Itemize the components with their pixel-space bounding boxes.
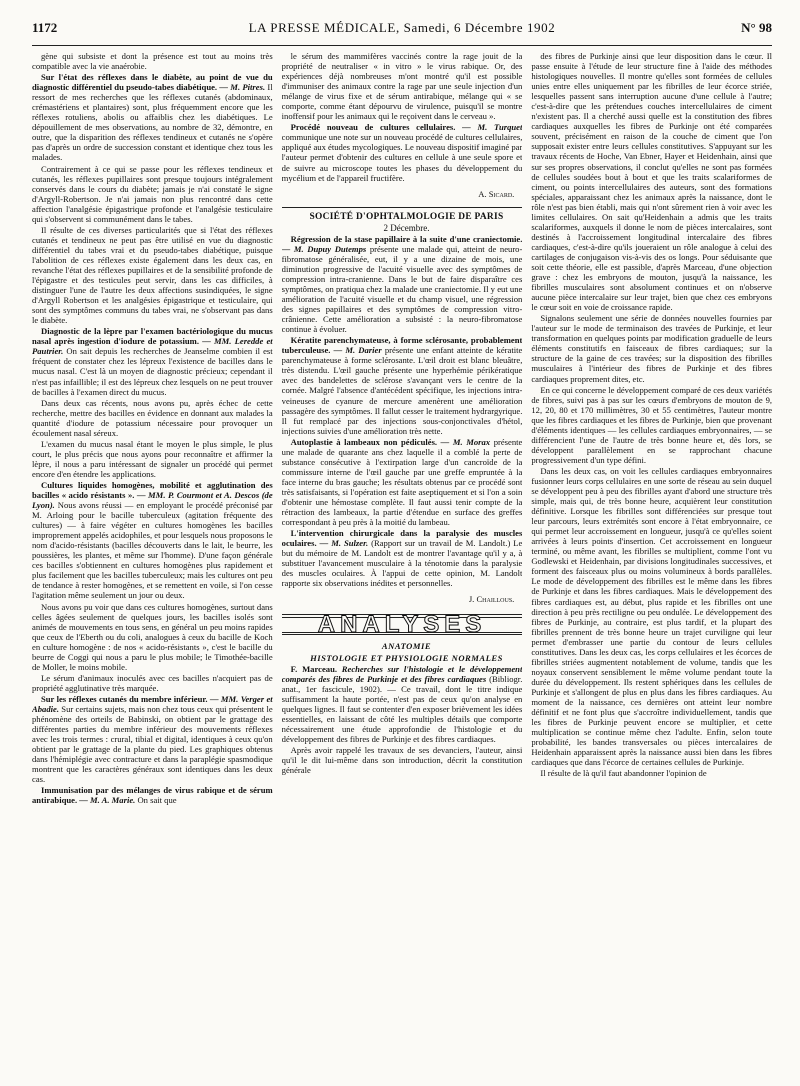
- paragraph: [282, 335, 523, 435]
- column-middle: [282, 51, 523, 1086]
- analyses-title: ANALYSES: [317, 611, 487, 639]
- paragraph: [32, 51, 273, 71]
- paragraph-text: On sait depuis les recherches de Jeanselme combien il est fréquent de constater chez les lépreux l'existence de bacilles dans le mucus nasal. C'est là un moyen de diagnostic précieux; cependant il n'est pas infaillible; il est des lépreux chez lesquels on ne peut trouver de bacilles à l'examen direct du mucus.: [32, 346, 273, 397]
- paragraph: [282, 745, 523, 775]
- paragraph-text: Il ressort de mes recherches que les réflexes cutanés (abdominaux, crémastériens et plantaires) sont, plus fréquemment encore que les réflexes rotuliens, abolis ou affaiblis chez les diabétiques. Le dépouillement de mes observations, au nombre de 32, démontre, en outre, que la disparition des réflexes tendineux et cutanés ne s'opère pas d'après un ordre de succession constant et identique chez tous les malades.: [32, 82, 273, 163]
- paragraph: [531, 466, 772, 767]
- paragraph-text: Signalons seulement une série de données nouvelles fournies par l'auteur sur le mode de terminaison des travées de Purkinje, et leur transformation en quelques points par modification graduelle de leurs éléments constitutifs en faisceaux de fibres cardiaques; sur la structure de la gaine de ces travées; sur la disposition des fibrilles musculaires à l'intérieur des fibres de Purkinje et des fibres cardiaques proprement dites, etc.: [531, 313, 773, 384]
- paragraph-text: Dans les deux cas, on voit les cellules cardiaques embryonnaires fusionner leurs corps cellulaires en une sorte de réseau au sein duquel se développent peu à peu des fibrilles ayant d'abord une structure très simple, mais qui, de très bonne heure, acquièrent leur constitution définitive. Lorsque les fibrilles sont différenciées sur presque tout leur parcours, leurs extrémités sont encore à l'état embryonnaire, ce qui permet leur accroissement en longueur, jusqu'à ce qu'elles soient arrivées à leurs points d'insertion. Cet accroissement en longueur terminé, ou même avant, les fibrilles se multiplient, comme l'ont vu Godlewski et Heidenhain, par divisions longitudinales successives, et forment des faisceaux plus ou moins volumineux à bords parallèles. Le mode de développement des fibrilles est le même dans les fibres de Purkinje et dans les fibres cardiaques. Mais le développement des fibres cardiaques est, au début, plus rapide et les fibrilles ont une direction à peu près rectiligne ou peu ondulée. Le développement des fibres de Purkinje, au contraire, est plus tardif, et la plupart des fibrilles prennent de très bonne heure un trajet curviligne qui leur permet d'embrasser une partie du contour de leurs cellules constitutives. Dans les deux cas, les corps cellulaires et les écorces de fibrilles striées augmentent notablement de volume, tandis que les noyaux conservent sensiblement le même volume pendant toute la durée du développement. Ils restent sphériques dans les cellules de Purkinje et s'allongent de plus en plus dans les fibres cardiaques. Au moment de la naissance, ces dernières ont atteint leur nombre définitif et ne font plus que s'accroître individuellement, tandis que les fibres de Purkinje peuvent encore se multiplier, et cette multiplication se continue même chez l'adulte. Enfin, selon toute probabilité, les bandes transversales ou pièces intercalaires de Heidenhain apparaissent après la naissance aussi bien dans les fibres cardiaques que dans l'écorce de certaines cellules de Purkinje.: [531, 465, 773, 768]
- text-columns: [32, 51, 772, 1086]
- paragraph: [531, 768, 772, 778]
- paragraph-heading: L'intervention chirurgicale dans la paralysie des muscles oculaires.: [281, 528, 523, 549]
- paragraph: [282, 528, 523, 588]
- paragraph: [531, 385, 772, 465]
- paragraph-text: Dans deux cas récents, nous avons pu, après échec de cette recherche, mettre des bacilles en évidence en donnant aux malades la quantité d'iodure de potassium nécessaire pour provoquer un écoulement nasal séreux.: [32, 397, 273, 438]
- paragraph: [32, 398, 273, 438]
- paragraph-text: présente une malade de quarante ans chez laquelle il a comblé la perte de substance consécutive à l'extirpation large d'un cancroïde de la commissure interne de l'œil gauche par une greffe empruntée à la face interne du bras gauche; les résultats obtenus par ce procédé sont très satisfaisants, si l'opération est faite aseptiquement et si l'on a soin d'obtenir une hémostase complète. Il faut aussi tenir compte de la rétraction des lambeaux, la partie d'étendue en surface des greffes correspondant à peu près à la moitié du lambeau.: [281, 436, 523, 528]
- paragraph-text: Contrairement à ce qui se passe pour les réflexes tendineux et cutanés, les réflexes pupillaires sont presque toujours intégralement conservés dans le cours du diabète; jamais je n'ai constaté le signe d'Argyll-Robertson. Je n'ai jamais non plus rencontré dans cette affection l'analgésie épigastrique profonde et l'analgésie testiculaire qui s'observent si communément dans le tabes.: [32, 163, 273, 224]
- paragraph-heading: Sur l'état des réflexes dans le diabète, au point de vue du diagnostic différentiel du pseudo-tabes diabétique.: [32, 72, 273, 93]
- paragraph-text: On sait que: [137, 795, 177, 806]
- paragraph: [282, 437, 523, 527]
- paragraph-text: (Rapport sur un travail de M. Landolt.) Le but du mémoire de M. Landolt est de montrer l'avantage qu'il y a, à substituer l'avancement musculaire à la ténotomie dans la paralysie des muscles oculaires. À l'appui de cette opinion, M. Landolt rapporte six observations inédites et personnelles.: [281, 538, 523, 589]
- paragraph: [531, 313, 772, 383]
- paragraph: [32, 326, 273, 396]
- paragraph-author: — M. Turquet: [462, 122, 523, 133]
- paragraph: [32, 673, 273, 693]
- column-right: [531, 51, 772, 1086]
- paragraph: [32, 785, 273, 805]
- paragraph-heading: Procédé nouveau de cultures cellulaires.: [290, 122, 463, 133]
- paragraph: [32, 439, 273, 479]
- paragraph-text: Sur certains sujets, mais non chez tous ceux qui présentent le phénomène des orteils de Babinski, on obtient par le grattage des différentes parties du membre inférieur des mouvements réflexes avec les trois termes : crural, tibial et digital, identiques à ceux qu'on obtient par le grattage de la plante du pied. Les graphiques obtenus dans l'hémiplégie avec contracture et dans la paraplégie spasmodique montrent que les caractères généraux sont identiques dans les deux cas.: [32, 704, 273, 785]
- paragraph-author: — M. Pitres.: [219, 82, 268, 93]
- society-title: SOCIÉTÉ D'OPHTALMOLOGIE DE PARIS: [309, 211, 504, 222]
- paragraph-text: Après avoir rappelé les travaux de ses devanciers, l'auteur, ainsi qu'il le dit lui-même dans son introduction, décrit la constitution générale: [281, 744, 523, 776]
- paragraph-text: Le sérum d'animaux inoculés avec ces bacilles n'acquiert pas de propriété agglutinative très marquée.: [32, 672, 273, 693]
- issue-number: N° 98: [741, 20, 772, 35]
- paragraph-heading: Immunisation par des mélanges de virus rabique et de sérum antirabique.: [32, 785, 273, 806]
- paragraph-author: — MM. P. Courmont et A. Descos (de Lyon).: [32, 490, 273, 511]
- paragraph-author: — MM. Verger et Abadie.: [32, 693, 273, 714]
- paragraph: [32, 72, 273, 162]
- paragraph: [32, 480, 273, 601]
- analyses-banner: [282, 611, 523, 639]
- paragraph-text: L'examen du mucus nasal étant le moyen le plus simple, le plus court, le plus précis que nous ayons pour reconnaître et affirmer la lèpre, il nous a paru intéressant de signaler un procédé qui permet encore d'en étendre les applications.: [32, 438, 273, 479]
- paragraph-text: communique une note sur un nouveau procédé de cultures cellulaires, appliqué aux études mycologiques. Le nouveau dispositif imaginé par l'auteur permet d'obtenir des cultures en cellule à une seule spore et de suivre au microscope toutes les phases du développement du mycélium et de l'appareil fructifère.: [281, 132, 523, 183]
- page-number: 1172: [32, 20, 58, 35]
- paragraph-author: — M. Morax: [440, 436, 494, 447]
- signature-chaillous: J. Chaillous.: [468, 594, 515, 605]
- paragraph-text: Il résulte de ces diverses particularités que si l'état des réflexes cutanés et tendineux ne peut pas être utilisé en vue du diagnostic différentiel du tabes vrai et du pseudo-tabes diabétique, puisque l'abolition de ces réflexes existe également dans les deux cas, en revanche l'état des réflexes pupillaires et de la sensibilité profonde de l'épigastre et des testicules peut servir, dans les cas difficiles, à distinguer l'une de l'autre les deux affections susindiquées, le signe d'Argyll Robertson et les analgésies épigastrique et testiculaire, qui sont des symptômes communs du tabes vrai, ne s'observant pas dans le diabète.: [32, 224, 273, 326]
- society-date: 2 Décembre.: [383, 222, 430, 233]
- journal-title: LA PRESSE MÉDICALE, Samedi, 6 Décembre 1902: [248, 20, 556, 35]
- section-rule: [282, 207, 523, 208]
- paragraph-text: (Bibliogr. anat., 1er fascicule, 1902). — Ce travail, dont le titre indique suffisamment la haute portée, n'est pas de ceux qu'on analyse en quelques lignes. Il faut se contenter d'en exposer brièvement les idées essentielles, en laissant de côté les multiples détails que comporte nécessairement une étude approfondie de l'histologie et du développement des fibres de Purkinje et des fibres cardiaques.: [281, 673, 523, 744]
- paragraph-heading: Autoplastie à lambeaux non pédiculés.: [290, 436, 441, 447]
- paragraph-author: — M. A. Marie.: [79, 795, 138, 806]
- paragraph-text: le sérum des mammifères vaccinés contre la rage jouit de la propriété de neutraliser « in vitro » le virus rabique. Or, des expériences déjà nombreuses m'ont montré qu'il est possible d'immuniser des animaux contre la rage par une seule injection d'un mélange de virus fixe et de sérum antirabique, mélange qui « se comporte, comme étant dépourvu de virulence, puisqu'il se montre inoffensif pour les animaux qui le reçoivent dans le cerveau ».: [281, 51, 523, 122]
- subsection-histologie: HISTOLOGIE ET PHYSIOLOGIE NORMALES: [310, 652, 503, 663]
- paragraph-text: présente une enfant atteinte de kératite parenchymateuse à forme sclérosante. L'œil droit est blanc bleuâtre, très distendu. L'œil gauche présente une hyperhémie périkératique avec des bandelettes de sclérose s'avançant vers le centre de la cornée. Malgré l'absence d'antécédent spécifique, les injections intra-veineuses de cyanure de mercure amenèrent une amélioration passagère des symptômes. Il fallut cesser le traitement hydrargyrique. Il fut remplacé par des injections sous-conjonctivales d'hétol, injections suivies d'une amélioration très nette.: [281, 345, 523, 436]
- paragraph: [282, 51, 523, 121]
- paragraph: [32, 694, 273, 784]
- paragraph-text: Il résulte de là qu'il faut abandonner l'opinion de: [540, 768, 707, 779]
- paragraph-heading: Sur les réflexes cutanés du membre inférieur.: [41, 693, 210, 704]
- paragraph-heading: Kératite parenchymateuse, à forme sclérosante, probablement tuberculeuse.: [281, 335, 523, 356]
- paragraph-author: — M. Darier: [333, 345, 385, 356]
- paragraph: [282, 234, 523, 334]
- paragraph-text: Nous avons réussi — en employant le procédé préconisé par M. Arloing pour le bacille tuberculeux (agitation fréquente des cultures) — à faire végéter en cultures homogènes les bacilles improprement appelés acidophiles, et pour lesquels nous proposons le nom d'acido-résistants (bacilles découverts dans le lait, le beurre, les poussières, les plantes, et même sur l'homme). D'une façon générale ces bacilles s'obtiennent en cultures homogènes plus rapidement et plus facilement que les bacilles tuberculeux; mais les cultures ont peu de tendance à rester homogènes, et se remettent en voile, si l'on cesse l'agitation même seulement un jour ou deux.: [32, 500, 273, 601]
- paragraph-text: En ce qui concerne le développement comparé de ces deux variétés de fibres, suivi pas à pas sur les cœurs d'embryons de mouton de 9, 12, 20, 80 et 170 millimètres, 30 et 55 centimètres, l'auteur montre que les fibres cardiaques et les fibres de Purkinje, bien que provenant d'éléments identiques — les cellules cardiaques embryonnaires, — se différencient l'une de l'autre de très bonne heure et, dès lors, se développent parallèlement en se rapprochant chacune progressivement d'un type défini.: [531, 384, 773, 465]
- paragraph-author: — MM. Leredde et Pautrier.: [32, 336, 273, 357]
- column-middle-top: [282, 51, 523, 183]
- section-anatomie: ANATOMIE: [381, 641, 432, 652]
- paragraph-heading: F. Marceau.: [290, 663, 342, 674]
- paragraph-text: des fibres de Purkinje ainsi que leur disposition dans le cœur. Il passe ensuite à l'étude de leur structure fine à l'aide des méthodes histologiques nouvelles. Il montre qu'elles sont formées de cellules unies entre elles uniquement par les fibrilles de leur écorce striée, lesquelles passent sans interruption aucune d'une cellule à l'autre; c'est-à-dire que les prétendues couches intercellulaires de ciment n'existent pas. Il a cherché aussi quelle est la constitution des fibres cardiaques auxquelles les fibres de Purkinje ont été comparées souvent, précisément en raison de la couche de ciment que l'on supposait exister entre leurs cellules constitutives. S'appuyant sur les travaux récents de Hoche, Van Ebner, Hayer et Heidenhain, ainsi que sur ses propres observations, il conclut qu'elles ne sont pas formées de cellules soudées bout à bout et que les traits scalariformes de ciment, ou points intercellulaires des auteurs, sont des formations spéciales, apparaissant chez les animaux après la naissance, dont le rôle n'est pas bien établi, mais qui n'ont sûrement rien à voir avec les limites cellulaires. On sait qu'Heidenhain a admis que les traits scalariformes, auxquels il donne le nom de pièces intercalaires, sont destinés à l'accroissement longitudinal intercalaire des fibres cardiaques, c'est-à-dire qu'ils joueraient un rôle analogue à celui des cartilages de conjugaison vis-à-vis des os longs. Pour séduisante que soit cette théorie, elle est passible, d'après Marceau, d'une objection grave : chez les embryons de mouton, jusqu'à la naissance, les fibrilles musculaires sont absolument continues et on n'observe aucune pièce intercalaire sur leur trajet, bien que chez ces embryons le cœur soit en voie de croissance rapide.: [531, 51, 773, 313]
- paragraph-author: — M. Sulzer.: [319, 538, 372, 549]
- column-middle-analyses: [282, 664, 523, 776]
- column-left: [32, 51, 273, 1086]
- paragraph-text: présente une malade qui, atteint de neuro-fibromatose généralisée, eut, il y a une dizaine de mois, une diminution progressive de l'acuité visuelle avec des symptômes de compression intra-cranienne. Dans le but de faire disparaître ces symptômes, on pratiqua chez la malade une craniectomie. Il y eut une amélioration de l'acuité visuelle et du champ visuel, une régression des signes papillaires et des symptômes de compression vitro-crânienne. Cette amélioration a subsisté : la neuro-fibromatose continue à évoluer.: [281, 243, 523, 335]
- paragraph: [531, 51, 772, 312]
- paragraph-heading: Régression de la stase papillaire à la suite d'une craniectomie.: [290, 233, 523, 244]
- paragraph-heading: Cultures liquides homogènes, mobilité et agglutination des bacilles « acido résistants ».: [32, 479, 273, 501]
- paragraph: [282, 122, 523, 182]
- paragraph: [32, 225, 273, 325]
- paragraph: [282, 664, 523, 744]
- paragraph-author: — M. Dupuy Dutemps: [281, 243, 370, 254]
- paragraph-text: gène qui subsiste et dont la présence est tout au moins très compatible avec la vie anaérobie.: [32, 51, 273, 72]
- paragraph: [32, 602, 273, 672]
- signature-sicard: A. Sicard.: [478, 188, 515, 199]
- page-header: [32, 20, 772, 46]
- paragraph-heading: Diagnostic de la lèpre par l'examen bactériologique du mucus nasal après ingestion d'iodure de potassium.: [32, 326, 273, 347]
- paragraph-author: Recherches sur l'histologie et le développement comparés des fibres de Purkinje et des fibres cardiaques: [281, 663, 523, 684]
- paragraph: [32, 164, 273, 224]
- paragraph-text: Nous avons pu voir que dans ces cultures homogènes, surtout dans celles âgées seulement de quelques jours, les bacilles isolés sont animés de mouvements en tous sens, en général un peu moins rapides que ceux de l'Eberth ou du coli, analogues à ceux du bacille de Koch en culture homogène : de nos « acido-résistants », c'est le bacille du beurre de Coggi qui nous a paru le plus mobile; le Timothée-bacille de Moller, le moins mobile.: [32, 601, 273, 672]
- column-middle-society: [282, 234, 523, 589]
